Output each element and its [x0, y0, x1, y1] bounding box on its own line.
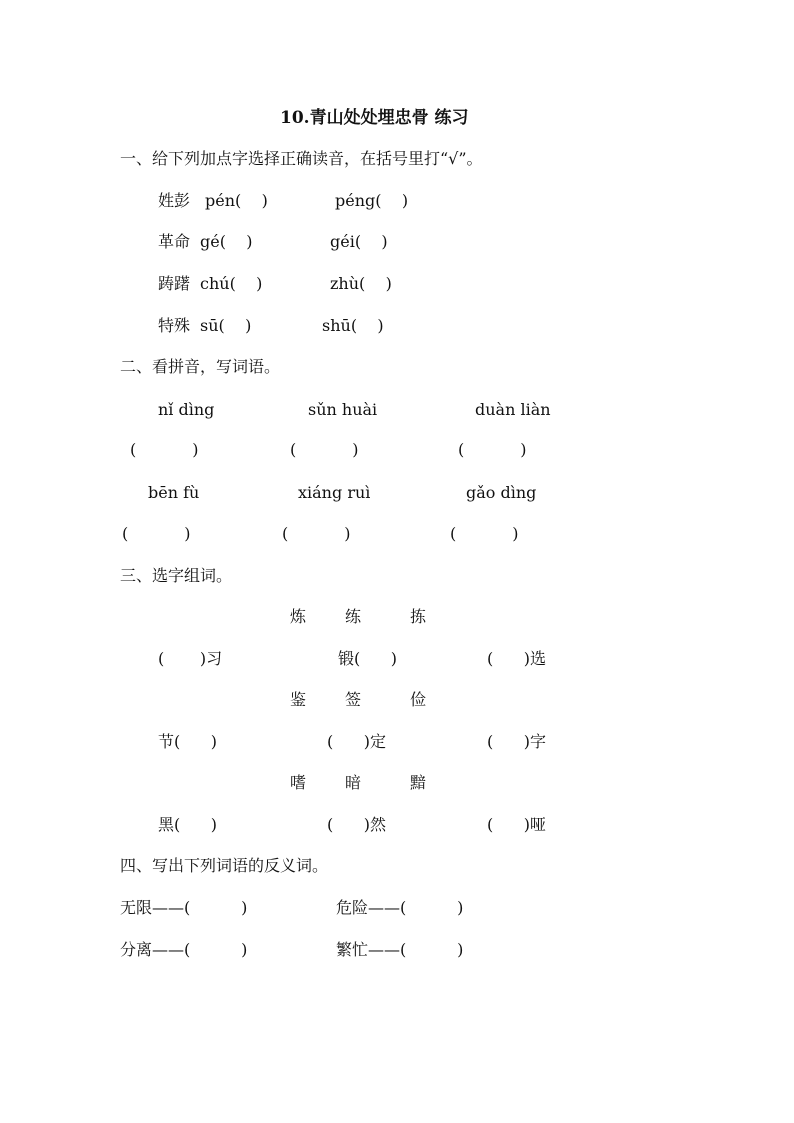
pinyin-prompt: gǎo dìng — [466, 483, 537, 502]
answer-blank[interactable]: ( ) — [458, 440, 527, 459]
word-blank[interactable]: ( )选 — [487, 649, 547, 668]
word-blank[interactable]: ( )定 — [327, 732, 387, 751]
word-blank[interactable]: ( )习 — [158, 649, 223, 668]
page-title: 10.青山处处埋忠骨 练习 — [280, 108, 469, 128]
pinyin-prompt: xiáng ruì — [298, 483, 371, 502]
pron-option-2: géi( ) — [330, 232, 388, 251]
word-blank[interactable]: 黑( ) — [158, 815, 218, 834]
word-blank[interactable]: ( )字 — [487, 732, 547, 751]
answer-blank[interactable]: ( ) — [130, 440, 199, 459]
section-3-heading: 三、选字组词。 — [120, 566, 233, 585]
char-choice: 鉴 — [290, 690, 307, 709]
section-4-heading: 四、写出下列词语的反义词。 — [120, 856, 329, 875]
char-choice: 炼 — [290, 607, 307, 626]
pinyin-prompt: duàn liàn — [475, 400, 551, 419]
char-choice: 嗜 — [290, 773, 307, 792]
answer-blank[interactable]: ( ) — [290, 440, 359, 459]
antonym-item[interactable]: 无限——( ) — [120, 898, 248, 917]
word-blank[interactable]: 锻( ) — [338, 649, 398, 668]
char-choice: 拣 — [410, 607, 427, 626]
section-2-heading: 二、看拼音，写词语。 — [120, 357, 281, 376]
pron-option-1: chú( ) — [200, 274, 263, 293]
char-choice: 黯 — [410, 773, 427, 792]
char-choice: 俭 — [410, 690, 427, 709]
section-1-heading: 一、给下列加点字选择正确读音，在括号里打“√”。 — [120, 149, 483, 168]
pron-option-2: zhù( ) — [330, 274, 392, 293]
char-choice: 暗 — [345, 773, 362, 792]
char-choice: 签 — [345, 690, 362, 709]
pron-word: 革命 — [158, 232, 191, 251]
pron-option-1: gé( ) — [200, 232, 253, 251]
word-blank[interactable]: ( )然 — [327, 815, 387, 834]
pron-word: 踌躇 — [158, 274, 191, 293]
word-blank[interactable]: ( )哑 — [487, 815, 547, 834]
pinyin-prompt: bēn fù — [148, 483, 200, 502]
pinyin-prompt: sǔn huài — [308, 400, 378, 419]
pron-option-2: shū( ) — [322, 316, 384, 335]
pinyin-prompt: nǐ dìng — [158, 400, 215, 419]
antonym-item[interactable]: 繁忙——( ) — [336, 940, 464, 959]
pron-option-1: pén( ) — [205, 191, 268, 210]
pron-option-2: péng( ) — [335, 191, 409, 210]
answer-blank[interactable]: ( ) — [122, 524, 191, 543]
pron-word: 姓彭 — [158, 191, 191, 210]
answer-blank[interactable]: ( ) — [450, 524, 519, 543]
antonym-item[interactable]: 分离——( ) — [120, 940, 248, 959]
pron-option-1: sū( ) — [200, 316, 252, 335]
antonym-item[interactable]: 危险——( ) — [336, 898, 464, 917]
char-choice: 练 — [345, 607, 362, 626]
pron-word: 特殊 — [158, 316, 191, 335]
answer-blank[interactable]: ( ) — [282, 524, 351, 543]
word-blank[interactable]: 节( ) — [158, 732, 218, 751]
